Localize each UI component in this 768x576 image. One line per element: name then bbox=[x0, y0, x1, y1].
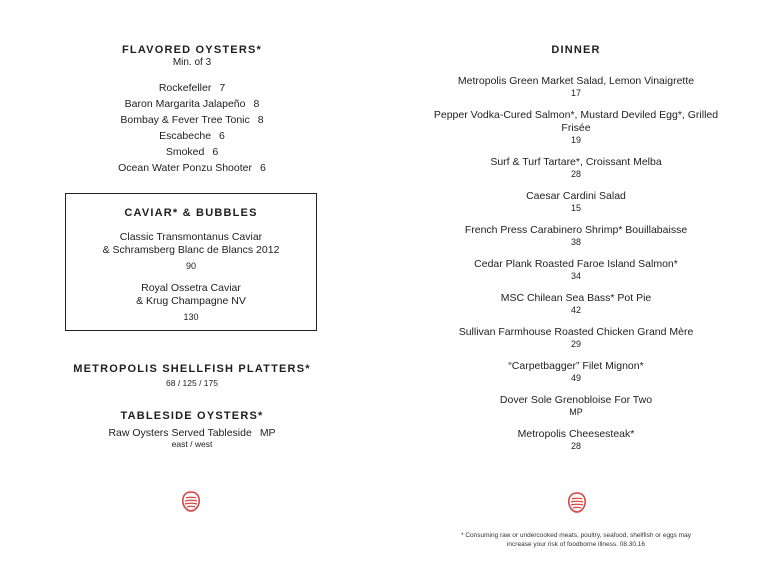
flavored-oyster-price: 8 bbox=[257, 114, 264, 126]
caviar-item-line2: & Schramsberg Blanc de Blancs 2012 bbox=[102, 244, 280, 256]
dinner-item bbox=[420, 156, 732, 180]
flavored-oyster-item bbox=[64, 128, 320, 144]
dinner-list bbox=[420, 75, 732, 452]
flavored-oyster-name: Smoked bbox=[165, 146, 205, 158]
caviar-item-line1: Royal Ossetra Caviar bbox=[141, 282, 241, 294]
dinner-title: DINNER bbox=[551, 44, 601, 56]
dinner-item-price: 42 bbox=[570, 305, 581, 315]
dinner-item-price: 17 bbox=[570, 88, 581, 98]
tableside-note: east / west bbox=[171, 439, 213, 449]
flavored-oyster-item bbox=[64, 96, 320, 112]
caviar-item bbox=[66, 282, 316, 323]
dinner-item-name: “Carpetbagger” Filet Mignon* bbox=[508, 360, 644, 372]
footnote-line1: * Consuming raw or undercooked meats, poultry, seafood, shellfish or eggs may bbox=[460, 532, 692, 539]
dinner-item-name: Cedar Plank Roasted Faroe Island Salmon* bbox=[474, 258, 678, 270]
dinner-item-price: 28 bbox=[570, 169, 581, 179]
caviar-bubbles-box bbox=[65, 193, 317, 331]
caviar-item-price: 130 bbox=[183, 312, 199, 322]
caviar-item bbox=[66, 231, 316, 272]
caviar-item-price: 90 bbox=[185, 261, 196, 271]
flavored-oyster-name: Baron Margarita Jalapeño bbox=[124, 98, 246, 110]
dinner-item-name: MSC Chilean Sea Bass* Pot Pie bbox=[500, 292, 652, 304]
dinner-item bbox=[420, 394, 732, 418]
flavored-oyster-name: Ocean Water Ponzu Shooter bbox=[118, 162, 252, 174]
flavored-oyster-item bbox=[64, 160, 320, 176]
dinner-item-name: Metropolis Cheesesteak* bbox=[517, 428, 635, 440]
dinner-item bbox=[420, 224, 732, 248]
dinner-item-price: 38 bbox=[570, 237, 581, 247]
dinner-item-price: 15 bbox=[570, 203, 581, 213]
flavored-oyster-price: 6 bbox=[260, 162, 266, 174]
flavored-oyster-item bbox=[64, 80, 320, 96]
caviar-item-line1: Classic Transmontanus Caviar bbox=[119, 231, 263, 243]
dinner-item bbox=[420, 109, 732, 146]
dinner-item bbox=[420, 258, 732, 282]
flavored-oyster-price: 7 bbox=[219, 82, 226, 94]
flavored-oysters-title: FLAVORED OYSTERS* bbox=[122, 44, 262, 56]
dinner-item bbox=[420, 360, 732, 384]
dinner-item-name: Dover Sole Grenobloise For Two bbox=[499, 394, 653, 406]
dinner-item-price: 19 bbox=[570, 135, 581, 145]
dinner-item-name: Surf & Turf Tartare*, Croissant Melba bbox=[490, 156, 662, 168]
dinner-item bbox=[420, 190, 732, 214]
dinner-item-name: Pepper Vodka-Cured Salmon*, Mustard Deviled Egg*, Grilled Frisée bbox=[433, 109, 719, 134]
dinner-item-name: Caesar Cardini Salad bbox=[526, 190, 626, 202]
flavored-oyster-price: 6 bbox=[219, 130, 225, 142]
flavored-oysters-list bbox=[64, 80, 320, 176]
caviar-title: CAVIAR* & BUBBLES bbox=[124, 207, 258, 219]
dinner-item-price: 34 bbox=[570, 271, 581, 281]
dinner-item-price: 29 bbox=[570, 339, 581, 349]
dinner-item-name: Metropolis Green Market Salad, Lemon Vinaigrette bbox=[457, 75, 695, 87]
footnote-line2: increase your risk of foodborne illness. 08.30.16 bbox=[506, 541, 646, 548]
tableside-oysters-section bbox=[64, 410, 320, 449]
dinner-item bbox=[420, 292, 732, 316]
caviar-item-line2: & Krug Champagne NV bbox=[136, 295, 246, 307]
flavored-oyster-name: Rockefeller bbox=[158, 82, 212, 94]
tableside-title: TABLESIDE OYSTERS* bbox=[120, 410, 264, 422]
dinner-item-name: Sullivan Farmhouse Roasted Chicken Grand Mère bbox=[458, 326, 694, 338]
oyster-logo-icon bbox=[180, 490, 202, 512]
platters-prices: 68 / 125 / 175 bbox=[166, 378, 218, 388]
flavored-oyster-name: Escabeche bbox=[159, 130, 212, 142]
tableside-item-name: Raw Oysters Served Tableside bbox=[108, 427, 252, 439]
dinner-item bbox=[420, 326, 732, 350]
flavored-oyster-price: 8 bbox=[253, 98, 260, 110]
oyster-logo-icon bbox=[566, 491, 588, 513]
flavored-oysters-subtitle: Min. of 3 bbox=[172, 57, 212, 68]
flavored-oysters-section bbox=[64, 44, 320, 176]
dinner-item bbox=[420, 428, 732, 452]
dinner-item-price: 49 bbox=[570, 373, 581, 383]
dinner-item-name: French Press Carabinero Shrimp* Bouillabaisse bbox=[464, 224, 688, 236]
flavored-oyster-item bbox=[64, 144, 320, 160]
dinner-item bbox=[420, 75, 732, 99]
tableside-item-price: MP bbox=[259, 427, 276, 439]
flavored-oyster-price: 6 bbox=[212, 146, 219, 158]
dinner-item-price: MP bbox=[569, 407, 583, 417]
flavored-oyster-item bbox=[64, 112, 320, 128]
platters-title: METROPOLIS SHELLFISH PLATTERS* bbox=[73, 363, 311, 375]
flavored-oyster-name: Bombay & Fever Tree Tonic bbox=[120, 114, 250, 126]
dinner-section bbox=[420, 44, 732, 462]
shellfish-platters-section bbox=[64, 363, 320, 388]
dinner-item-price: 28 bbox=[570, 441, 581, 451]
foodborne-illness-footnote bbox=[440, 531, 712, 549]
